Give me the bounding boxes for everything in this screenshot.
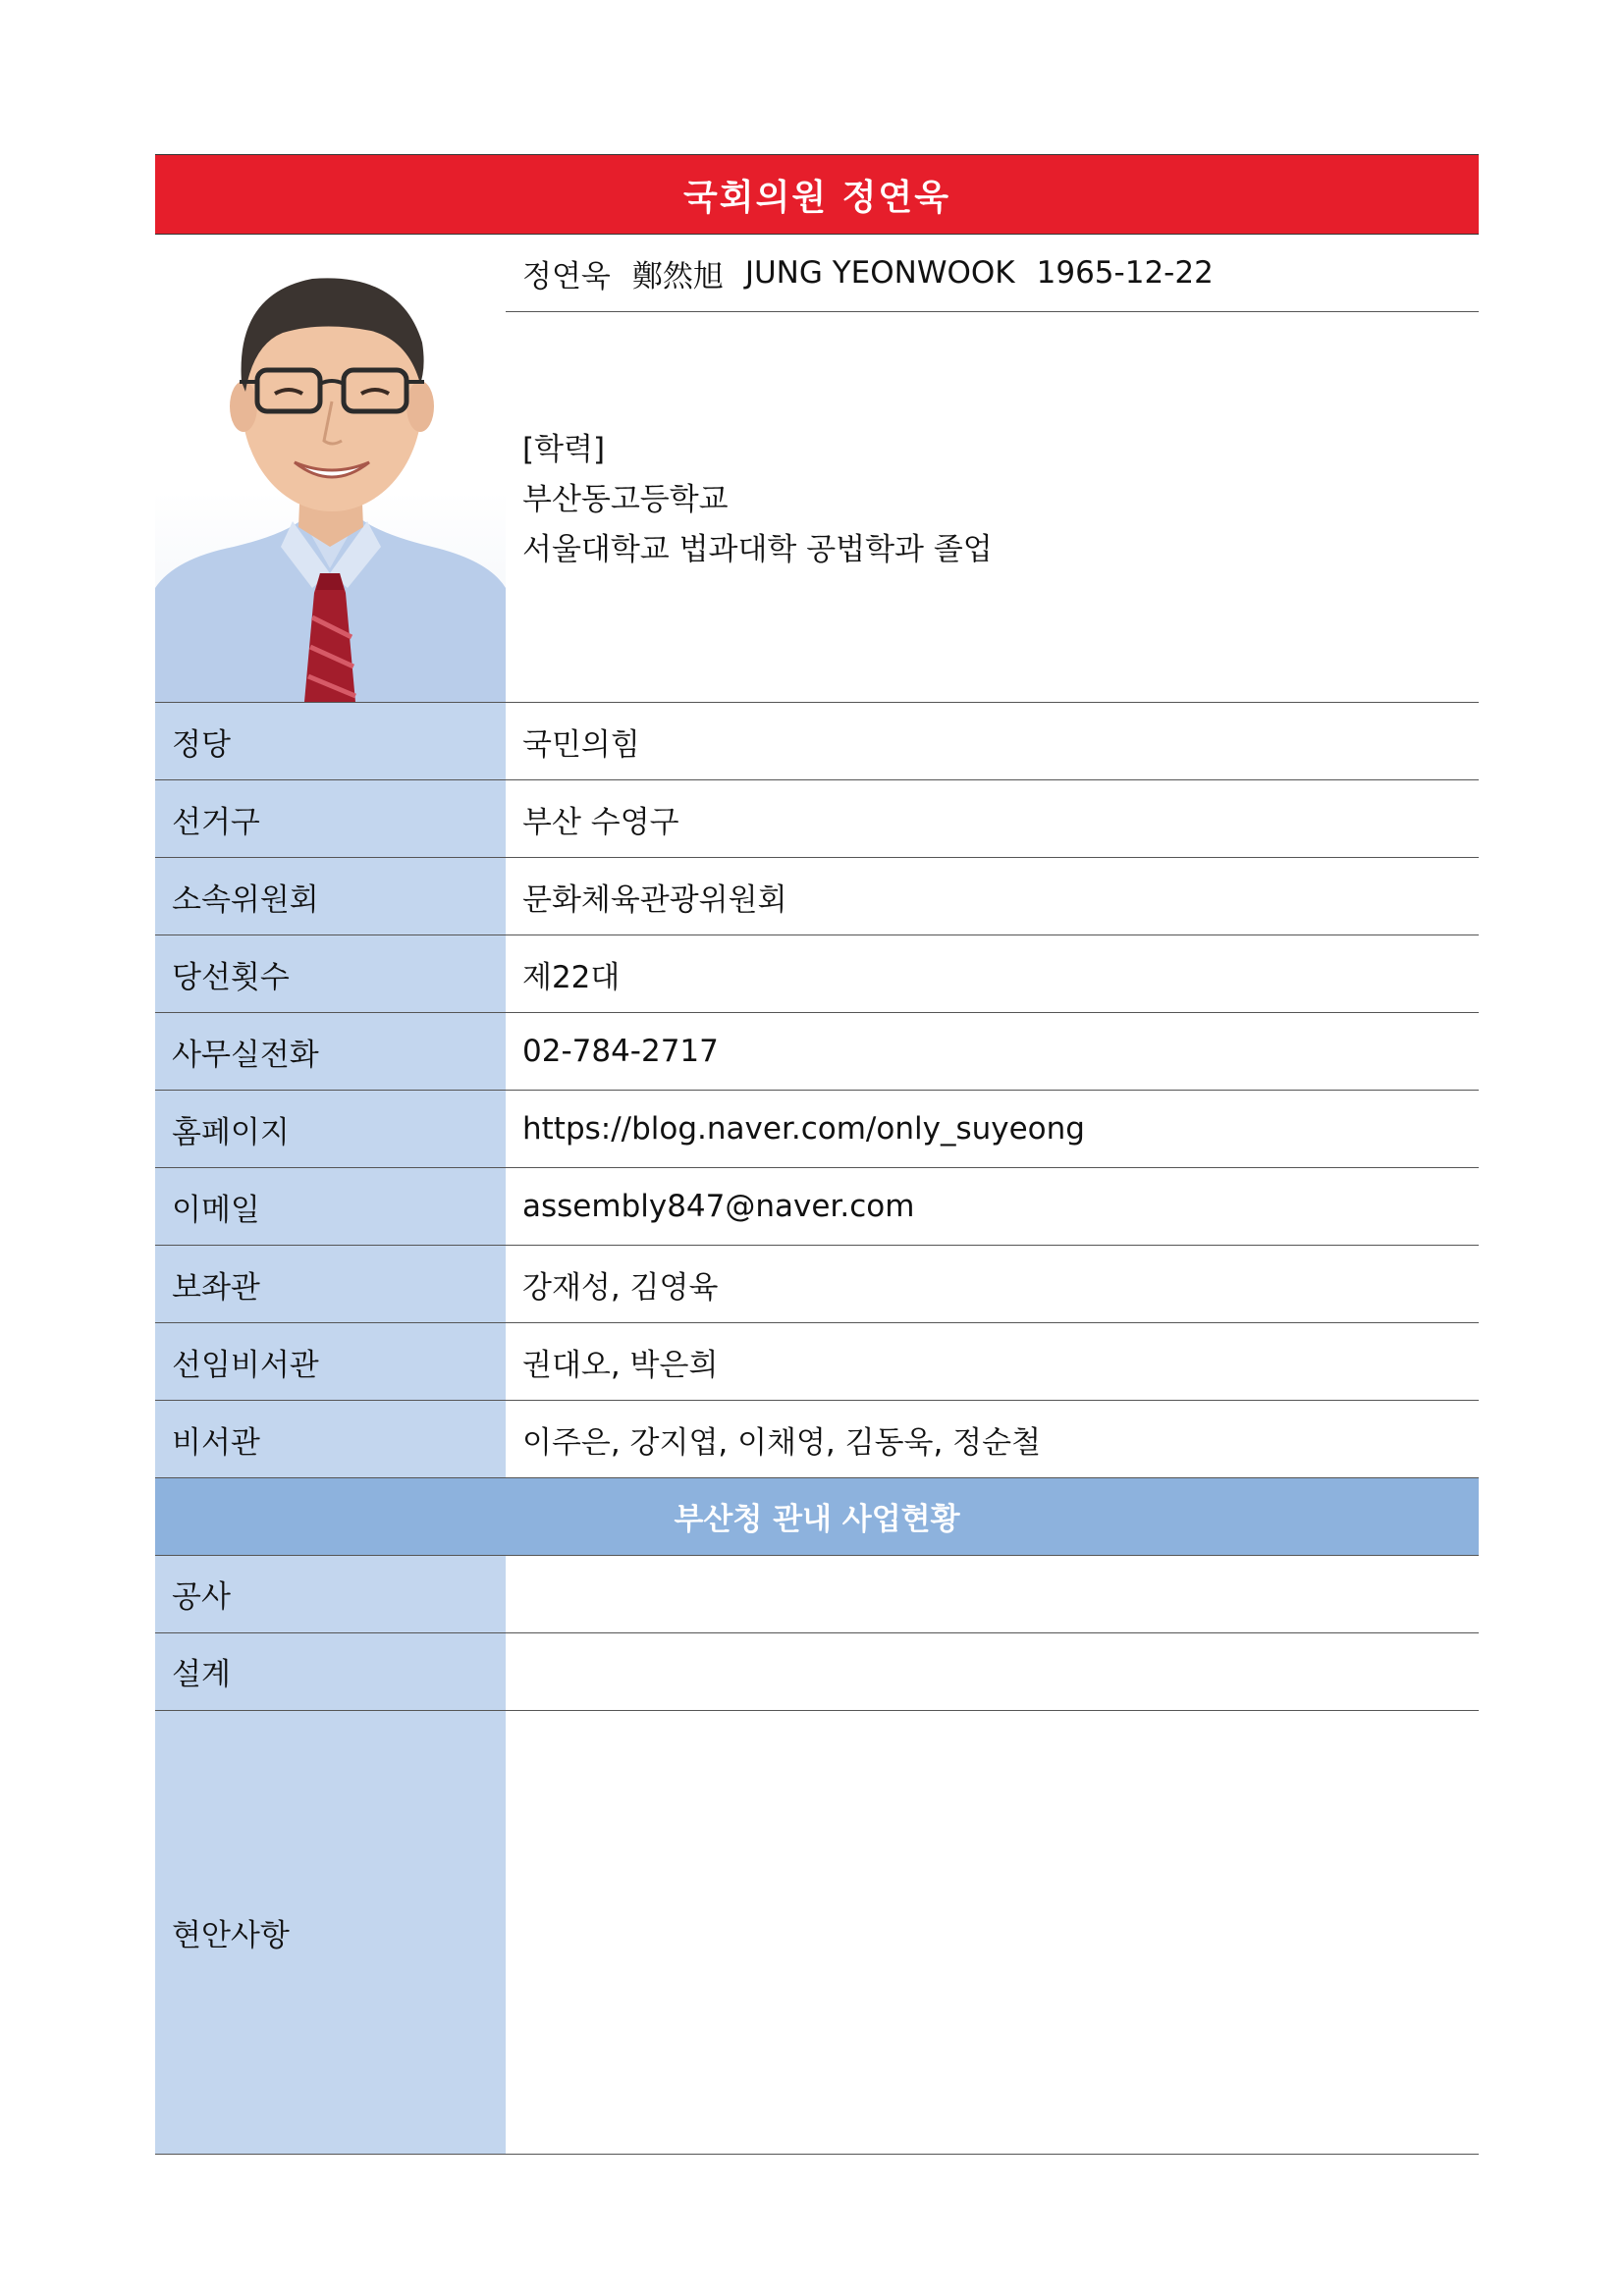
field-row-senior-secretaries [155, 1323, 1479, 1401]
profile-sheet [155, 154, 1479, 2155]
homepage-link[interactable]: https://blog.naver.com/only_suyeong [522, 1111, 1085, 1147]
field-label: 선거구 [155, 780, 506, 857]
section-title: 부산청 관내 사업현황 [155, 1477, 1479, 1556]
field-value: 02-784-2717 [522, 1034, 719, 1069]
project-row-issues [155, 1711, 1479, 2155]
education-block [522, 425, 993, 575]
name-hanja: 鄭然旭 [631, 258, 724, 294]
field-label: 홈페이지 [155, 1091, 506, 1167]
birth-date: 1965-12-22 [1036, 255, 1214, 291]
page-title: 국회의원 정연욱 [155, 154, 1479, 235]
field-label: 비서관 [155, 1401, 506, 1477]
project-label: 현안사항 [155, 1711, 506, 2154]
profile-block [155, 235, 1479, 703]
field-label: 선임비서관 [155, 1323, 506, 1400]
project-row-construction [155, 1556, 1479, 1633]
email-link[interactable]: assembly847@naver.com [522, 1189, 915, 1224]
field-label: 정당 [155, 703, 506, 779]
field-value: 국민의힘 [522, 726, 640, 763]
field-row-terms [155, 935, 1479, 1013]
field-label: 사무실전화 [155, 1013, 506, 1090]
education-item: 서울대학교 법과대학 공법학과 졸업 [522, 532, 993, 567]
education-item: 부산동고등학교 [522, 482, 729, 517]
field-row-office-phone [155, 1013, 1479, 1091]
field-row-party [155, 703, 1479, 780]
project-value [506, 1556, 1479, 1632]
field-row-homepage [155, 1091, 1479, 1168]
field-label: 이메일 [155, 1168, 506, 1245]
field-value: 부산 수영구 [522, 804, 679, 840]
field-value: 이주은, 강지엽, 이채영, 김동욱, 정순철 [522, 1424, 1042, 1461]
project-label: 설계 [155, 1633, 506, 1710]
field-value: 강재성, 김영육 [522, 1269, 719, 1306]
project-value [506, 1633, 1479, 1710]
name-line [506, 235, 1479, 312]
field-value: 문화체육관광위원회 [522, 881, 787, 918]
field-row-secretaries [155, 1401, 1479, 1478]
project-label: 공사 [155, 1556, 506, 1632]
field-label: 보좌관 [155, 1246, 506, 1322]
education-heading: [학력] [522, 432, 606, 467]
project-value [506, 1711, 1479, 2154]
field-value: 제22대 [522, 959, 621, 995]
field-row-aides [155, 1246, 1479, 1323]
field-row-committee [155, 858, 1479, 935]
field-label: 소속위원회 [155, 858, 506, 934]
field-label: 당선횟수 [155, 935, 506, 1012]
portrait-photo [155, 235, 506, 702]
field-row-email [155, 1168, 1479, 1246]
name-korean: 정연욱 [522, 258, 611, 294]
profile-info [506, 235, 1479, 702]
project-row-design [155, 1633, 1479, 1711]
field-value: 권대오, 박은희 [522, 1347, 719, 1383]
name-english: JUNG YEONWOOK [744, 255, 1015, 291]
field-row-district [155, 780, 1479, 858]
